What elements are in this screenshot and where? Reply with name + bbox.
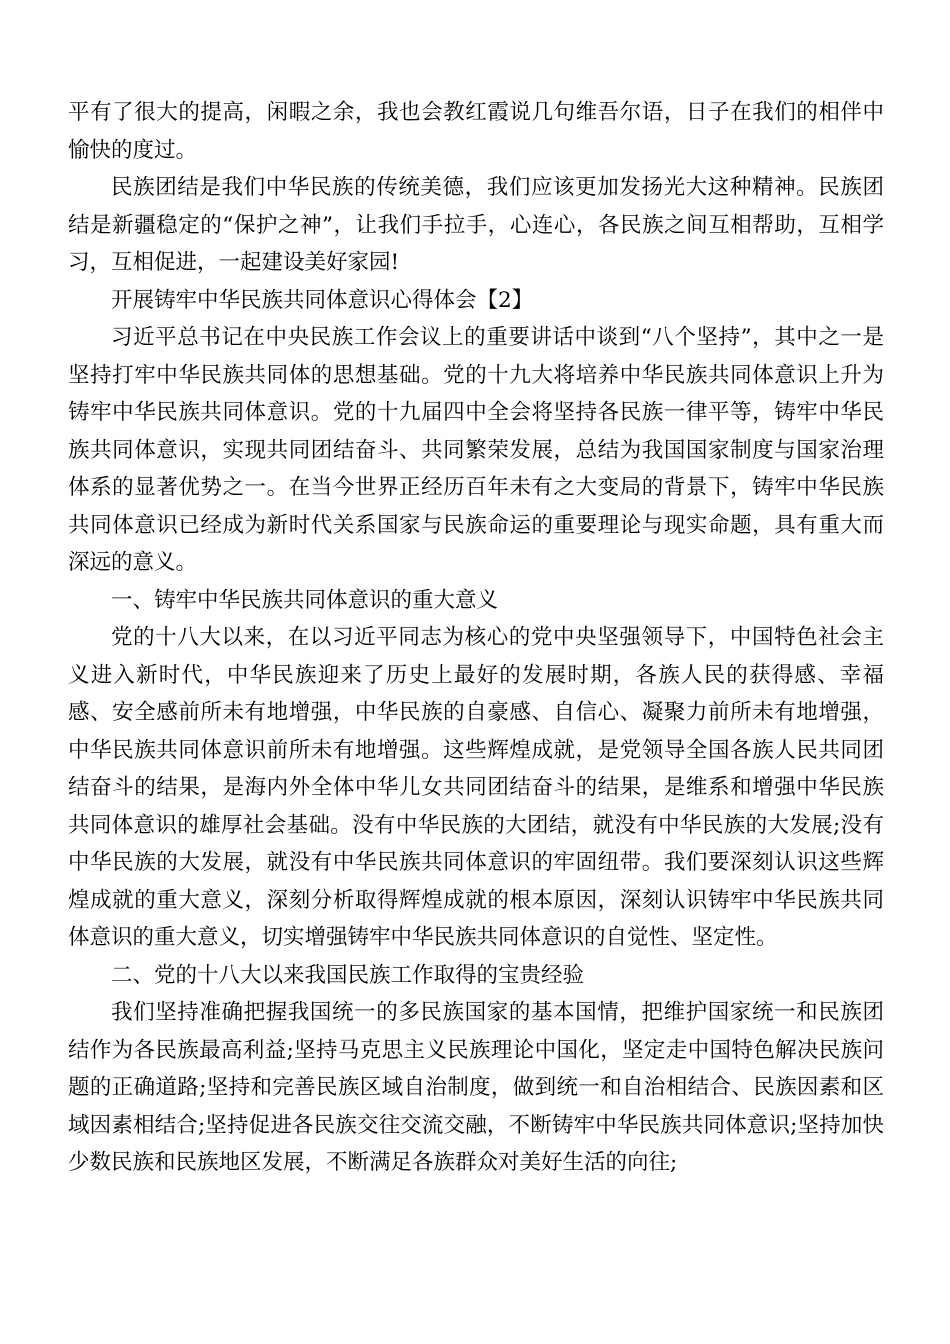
heading-experience: 二、党的十八大以来我国民族工作取得的宝贵经验 xyxy=(111,962,585,988)
document-page xyxy=(68,94,884,1182)
paragraph-experience: 我们坚持准确把握我国统一的多民族国家的基本国情，把维护国家统一和民族团结作为各民族最高利益;坚持马克思主义民族理论中国化，坚定走中国特色解决民族问题的正确道路;坚持和完善民族区域自治制度，做到统一和自治相结合、民族因素和区域因素相结合;坚持促进各民族交往交流交融，不断铸牢中华民族共同体意识;坚持加快少数民族和民族地区发展，不断满足各族群众对美好生活的向往; xyxy=(68,1000,884,1175)
section-title: 开展铸牢中华民族共同体意识心得体会【2】 xyxy=(111,287,534,313)
paragraph-unity-virtue: 民族团结是我们中华民族的传统美德，我们应该更加发扬光大这种精神。民族团结是新疆稳定的“保护之神”，让我们手拉手，心连心，各民族之间互相帮助，互相学习，互相促进，一起建设美好家园! xyxy=(68,175,884,275)
paragraph-continuation: 平有了很大的提高，闲暇之余，我也会教红霞说几句维吾尔语，日子在我们的相伴中愉快的度过。 xyxy=(68,100,884,163)
heading-significance: 一、铸牢中华民族共同体意识的重大意义 xyxy=(111,587,499,613)
paragraph-achievements: 党的十八大以来，在以习近平同志为核心的党中央坚强领导下，中国特色社会主义进入新时代，中华民族迎来了历史上最好的发展时期，各族人民的获得感、幸福感、安全感前所未有地增强，中华民族的自豪感、自信心、凝聚力前所未有地增强，中华民族共同体意识前所未有地增强。这些辉煌成就，是党领导全国各族人民共同团结奋斗的结果，是海内外全体中华儿女共同团结奋斗的结果，是维系和增强中华民族共同体意识的雄厚社会基础。没有中华民族的大团结，就没有中华民族的大发展;没有中华民族的大发展，就没有中华民族共同体意识的牢固纽带。我们要深刻认识这些辉煌成就的重大意义，深刻分析取得辉煌成就的根本原因，深刻认识铸牢中华民族共同体意识的重大意义，切实增强铸牢中华民族共同体意识的自觉性、坚定性。 xyxy=(68,625,884,950)
paragraph-eight-persistences: 习近平总书记在中央民族工作会议上的重要讲话中谈到“八个坚持”，其中之一是坚持打牢中华民族共同体的思想基础。党的十九大将培养中华民族共同体意识上升为铸牢中华民族共同体意识。党的十九届四中全会将坚持各民族一律平等，铸牢中华民族共同体意识，实现共同团结奋斗、共同繁荣发展，总结为我国国家制度与国家治理体系的显著优势之一。在当今世界正经历百年未有之大变局的背景下，铸牢中华民族共同体意识已经成为新时代关系国家与民族命运的重要理论与现实命题，具有重大而深远的意义。 xyxy=(68,325,884,575)
